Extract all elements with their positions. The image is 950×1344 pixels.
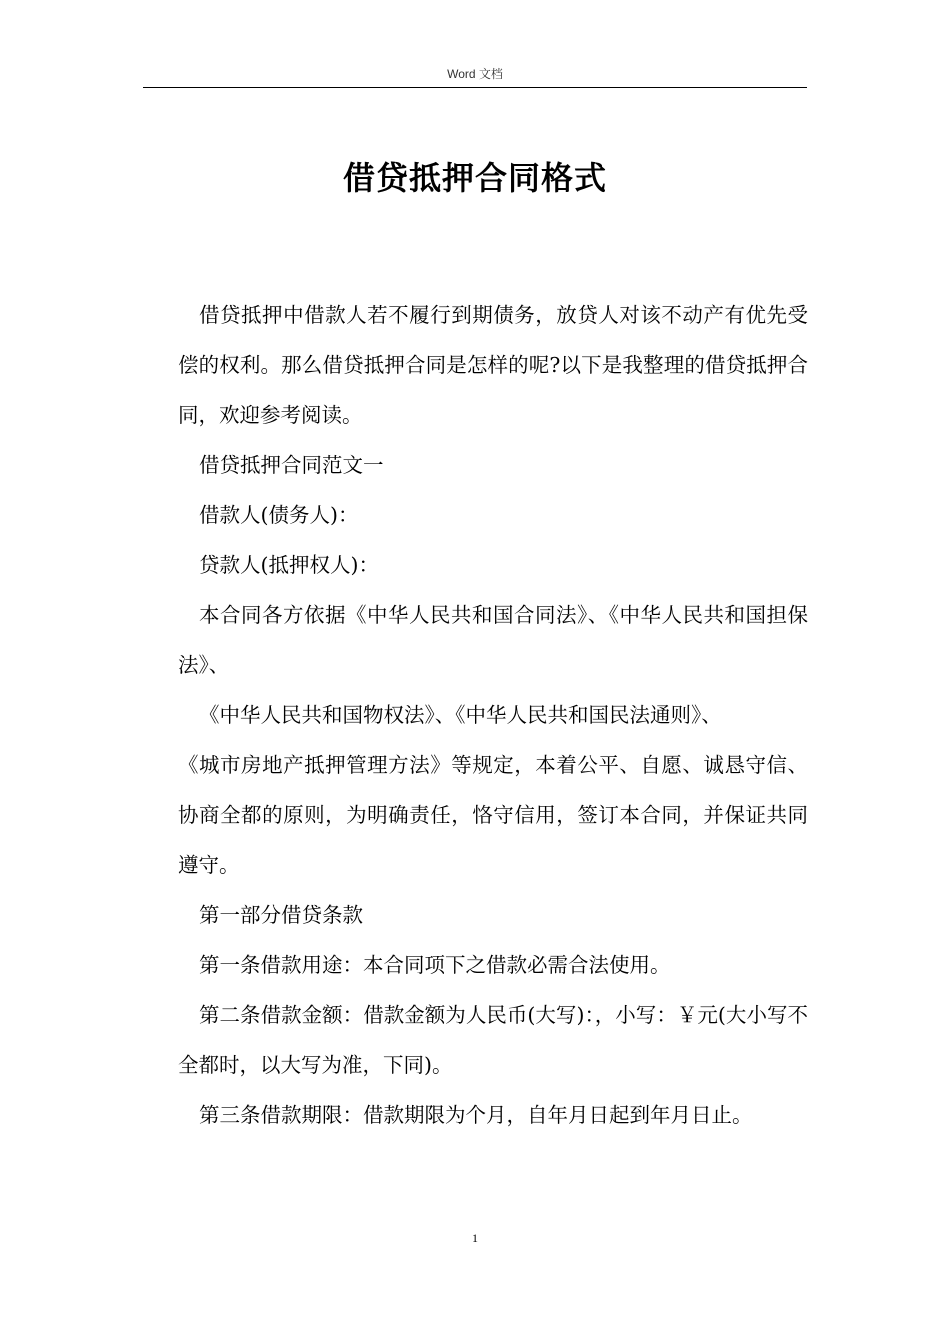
- article-one: 第一条借款用途：本合同项下之借款必需合法使用。: [199, 953, 671, 977]
- basis-paragraph: 本合同各方依据《中华人民共和国合同法》、《中华人民共和国担保法》、: [178, 603, 808, 677]
- article-three: 第三条借款期限：借款期限为个月，自年月日起到年月日止。: [199, 1103, 753, 1127]
- borrower-line: 借款人(债务人)：: [199, 503, 359, 527]
- document-title: 借贷抵押合同格式: [342, 159, 607, 197]
- header-label: Word 文档: [447, 67, 503, 81]
- principles-paragraph: 《城市房地产抵押管理方法》等规定，本着公平、自愿、诚恳守信、协商全都的原则，为明确责任，恪守信用，签订本合同，并保证共同遵守。: [178, 753, 808, 877]
- page-number: 1: [472, 1231, 478, 1245]
- part-one-heading: 第一部分借贷条款: [199, 903, 363, 927]
- article-two: 第二条借款金额：借款金额为人民币(大写)：，小写：￥元(大小写不全都时，以大写为准，下同)。: [178, 1003, 808, 1077]
- basis-paragraph-continued: 《中华人民共和国物权法》、《中华人民共和国民法通则》、: [199, 703, 722, 727]
- intro-paragraph: 借贷抵押中借款人若不履行到期债务，放贷人对该不动产有优先受偿的权利。那么借贷抵押合同是怎样的呢?以下是我整理的借贷抵押合同，欢迎参考阅读。: [178, 303, 808, 427]
- lender-line: 贷款人(抵押权人)：: [199, 553, 379, 577]
- page-header: [143, 62, 807, 90]
- document-body: [178, 290, 808, 1140]
- header-divider: [143, 87, 807, 88]
- sample-heading: 借贷抵押合同范文一: [199, 453, 384, 477]
